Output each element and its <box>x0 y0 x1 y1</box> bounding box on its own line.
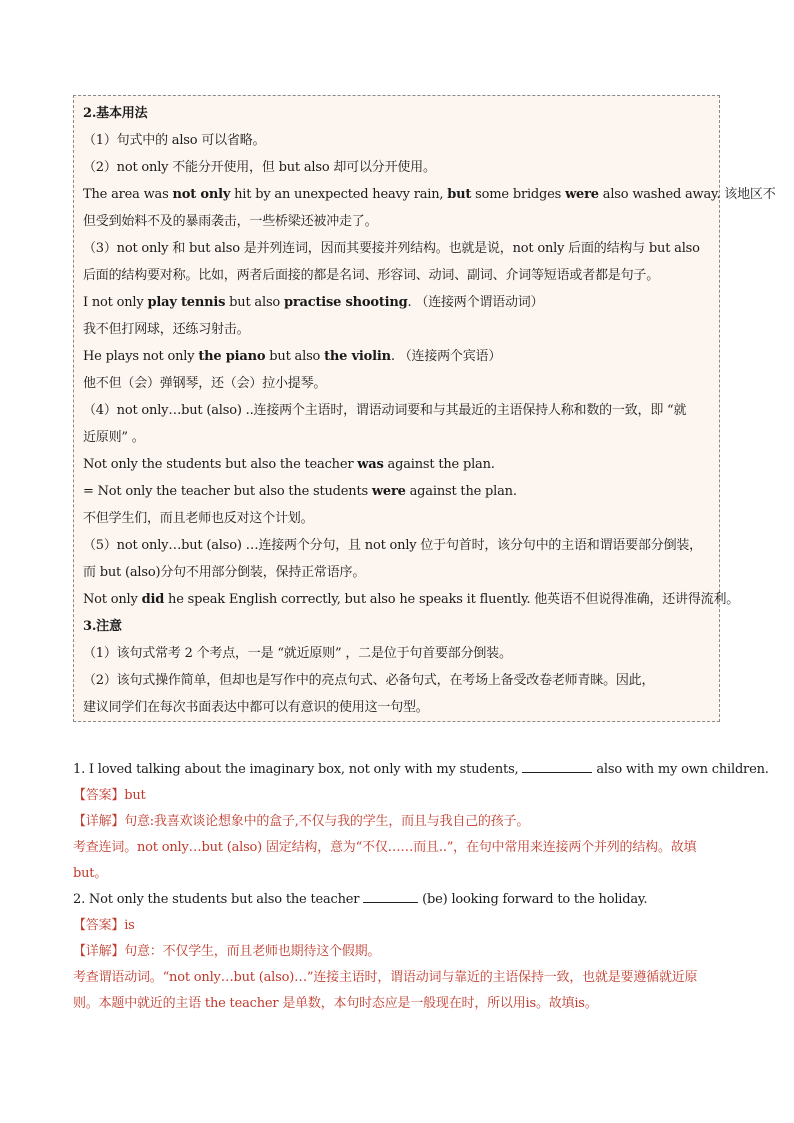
detail-1: 【详解】句意:我喜欢谈论想象中的盒子,不仅与我的学生，而且与我自己的孩子。 <box>73 814 530 829</box>
section-heading-notes: 3.注意 <box>83 619 122 634</box>
example-6: Not only did he speak English correctly, but also he speaks it fluently. 他英语不但说得准确，还讲得流利。 <box>83 592 740 607</box>
detail-2: 【详解】句意：不仅学生，而且老师也期待这个假期。 <box>73 944 381 959</box>
answer-2: 【答案】is <box>73 918 135 933</box>
grammar-note-box <box>73 95 776 722</box>
question-2: 2. Not only the students but also the teacher (be) looking forward to the holiday. <box>73 892 648 907</box>
explanation-2a: 考查谓语动词。“not only…but (also)…”连接主语时，谓语动词与靠近的主语保持一致，也就是要遵循就近原 <box>73 970 698 985</box>
note-2b: 建议同学们在每次书面表达中都可以有意识的使用这一句型。 <box>83 700 429 715</box>
section-heading-usage: 2.基本用法 <box>83 106 148 121</box>
example-5-translation: 不但学生们，而且老师也反对这个计划。 <box>83 511 314 526</box>
rule-4a: （4）not only…but (also) ..连接两个主语时，谓语动词要和与其最近的主语保持人称和数的一致，即 “就 <box>83 403 687 418</box>
rule-3b: 后面的结构要对称。比如，两者后面接的都是名词、形容词、动词、副词、介词等短语或者都是句子。 <box>83 268 660 283</box>
explanation-2b: 则。本题中就近的主语 the teacher 是单数，本句时态应是一般现在时，所以用is。故填is。 <box>73 996 598 1011</box>
rule-1: （1）句式中的 also 可以省略。 <box>83 133 266 148</box>
example-3-translation: 他不但（会）弹钢琴，还（会）拉小提琴。 <box>83 376 327 391</box>
rule-5a: （5）not only…but (also) …连接两个分句，且 not only 位于句首时，该分句中的主语和谓语要部分倒装， <box>83 538 702 553</box>
answer-blank <box>522 762 592 773</box>
example-4: Not only the students but also the teacher was against the plan. <box>83 457 495 472</box>
example-5: = Not only the teacher but also the students were against the plan. <box>83 484 517 499</box>
example-3: He plays not only the piano but also the violin. （连接两个宾语） <box>83 349 502 364</box>
note-1: （1）该句式常考 2 个考点，一是 “就近原则” ，二是位于句首要部分倒装。 <box>83 646 512 661</box>
question-1: 1. I loved talking about the imaginary box, not only with my students, also with my own children. <box>73 762 769 777</box>
answer-1: 【答案】but <box>73 788 146 803</box>
explanation-1b: but。 <box>73 866 108 881</box>
example-1-translation: 但受到始料不及的暴雨袭击，一些桥梁还被冲走了。 <box>83 214 378 229</box>
rule-5b: 而 but (also)分句不用部分倒装，保持正常语序。 <box>83 565 366 580</box>
exercises-section <box>73 757 769 1017</box>
explanation-1a: 考查连词。not only…but (also) 固定结构，意为“不仅……而且..”，在句中常用来连接两个并列的结构。故填 <box>73 840 697 855</box>
answer-blank <box>363 892 418 903</box>
example-2: I not only play tennis but also practise shooting. （连接两个谓语动词） <box>83 295 544 310</box>
example-2-translation: 我不但打网球，还练习射击。 <box>83 322 250 337</box>
note-2a: （2）该句式操作简单，但却也是写作中的亮点句式、必备句式，在考场上备受改卷老师青睐。因此， <box>83 673 655 688</box>
rule-2: （2）not only 不能分开使用，但 but also 却可以分开使用。 <box>83 160 436 175</box>
example-1: The area was not only hit by an unexpected heavy rain, but some bridges were also washed away. 该地区不 <box>83 187 776 202</box>
rule-4b: 近原则” 。 <box>83 430 145 445</box>
rule-3a: （3）not only 和 but also 是并列连词，因而其要接并列结构。也就是说，not only 后面的结构与 but also <box>83 241 700 256</box>
